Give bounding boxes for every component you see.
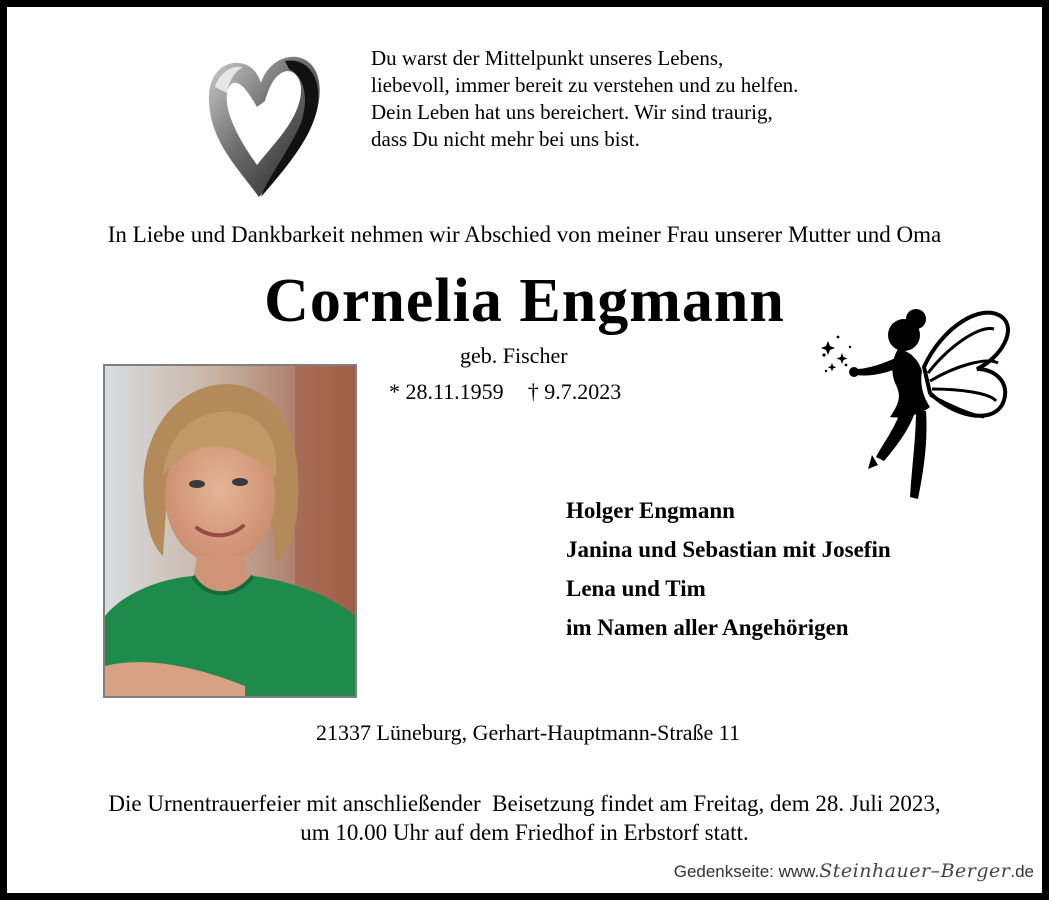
- poem: [371, 45, 798, 153]
- life-dates: [389, 379, 621, 405]
- ceremony-line: Die Urnentrauerfeier mit anschließender Beisetzung findet am Freitag, dem 28. Juli 2023,: [108, 791, 941, 816]
- poem-line: dass Du nicht mehr bei uns bist.: [371, 127, 640, 151]
- ceremony-line: um 10.00 Uhr auf dem Friedhof in Erbstorf statt.: [300, 820, 749, 845]
- website-prefix: Gedenkseite: www.: [673, 862, 820, 881]
- website-suffix: .de: [1010, 862, 1034, 881]
- intro-text: In Liebe und Dankbarkeit nehmen wir Abschied von meiner Frau unserer Mutter und Oma: [107, 222, 942, 247]
- maiden-name: geb. Fischer: [460, 343, 568, 368]
- family-member: im Namen aller Angehörigen: [566, 615, 849, 640]
- fairy-icon: [812, 297, 1022, 507]
- death-date: † 9.7.2023: [527, 379, 622, 404]
- memorial-website-link[interactable]: [674, 860, 1034, 882]
- ceremony-info: [7, 789, 1042, 847]
- family-member: Lena und Tim: [566, 576, 706, 601]
- family-list: [566, 491, 891, 647]
- deceased-name: Cornelia Engmann: [264, 267, 785, 335]
- website-brand-logo: Steinhauer–Berger: [819, 860, 1011, 882]
- address: 21337 Lüneburg, Gerhart-Hauptmann-Straße 11: [316, 720, 740, 745]
- family-member: Janina und Sebastian mit Josefin: [566, 537, 891, 562]
- poem-line: Dein Leben hat uns bereichert. Wir sind traurig,: [371, 100, 773, 124]
- heart-icon: [197, 47, 327, 207]
- poem-line: Du warst der Mittelpunkt unseres Lebens,: [371, 46, 724, 70]
- birth-date: * 28.11.1959: [389, 379, 504, 404]
- poem-line: liebevoll, immer bereit zu verstehen und zu helfen.: [371, 73, 799, 97]
- obituary-notice: [7, 7, 1042, 893]
- family-member: Holger Engmann: [566, 498, 735, 523]
- portrait-photo: [103, 364, 357, 698]
